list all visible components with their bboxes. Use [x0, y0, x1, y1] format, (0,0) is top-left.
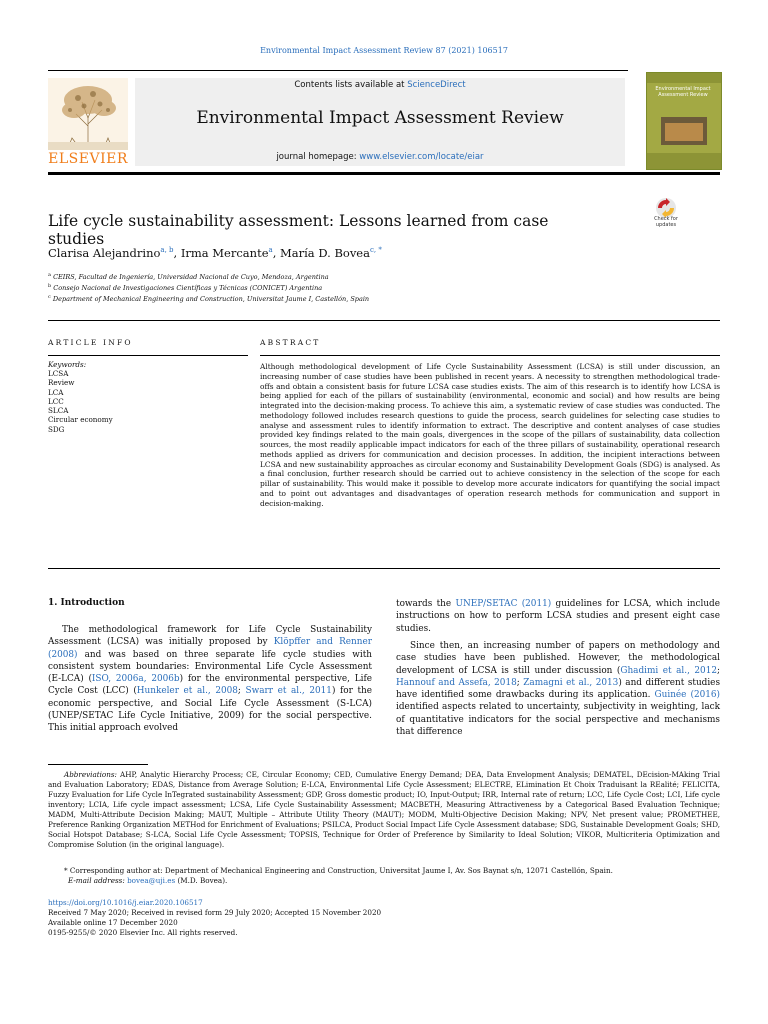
text-run: towards the [396, 599, 456, 609]
affiliation-text: Department of Mechanical Engineering and Construction, Universitat Jaume I, Castellón, Spain [52, 295, 370, 304]
text-run: ) for the economic perspective, and Social Life Cycle Assessment (S-LCA) (UNEP/SETAC Life Cycle Initiative, 2009) for the social perspective. This initial approach evolved [48, 686, 373, 734]
author-affiliation-mark[interactable]: c, * [369, 246, 382, 255]
author-affiliation-mark[interactable]: a [268, 246, 273, 255]
text-run: The methodological framework for Life Cycle Sustainability Assessment (LCSA) was initially proposed by [48, 625, 372, 648]
affiliation-text: Consejo Nacional de Investigaciones Científicas y Técnicas (CONICET) Argentina [53, 284, 323, 293]
citation-link[interactable]: Hannouf and Assefa, 2018 [396, 677, 517, 688]
text-run: and was based on three separate life cycle studies with consistent system boundaries: Environmental Life Cycle Assessment (E-LCA) ( [48, 649, 372, 685]
section-rule [48, 568, 720, 569]
corresponding-mark: * [64, 866, 68, 875]
corresponding-text: Corresponding author at: Department of Mechanical Engineering and Construction, Universitat Jaume I, Av. Sos Baynat s/n, 12071 Castellón, Spain. [69, 866, 613, 875]
affiliation-mark: b [48, 283, 52, 289]
homepage-link[interactable]: www.elsevier.com/locate/eiar [359, 152, 484, 162]
received-dates: Received 7 May 2020; Received in revised form 29 July 2020; Accepted 15 November 2020 [48, 907, 382, 917]
keyword: LCSA [48, 369, 69, 379]
sciencedirect-link[interactable]: ScienceDirect [407, 80, 466, 90]
author-list [48, 246, 648, 260]
article-info-rule [48, 355, 248, 356]
contents-prefix: Contents lists available at [294, 80, 408, 90]
email-label: E-mail address: [68, 875, 125, 885]
citation-link[interactable]: Guinée (2016) [654, 690, 721, 701]
article-title: Life cycle sustainability assessment: Lessons learned from case studies [48, 212, 549, 248]
text-run: identified aspects related to uncertainty, subjectivity in weighting, lack of quantitative indicators for the social perspective and mechanisms that difference [396, 702, 720, 737]
author-name[interactable]: Clarisa Alejandrino [48, 246, 161, 260]
text-run: ; [717, 665, 720, 676]
text-run: Since then, an increasing number of papers on methodology and case studies have been published. However, the methodological development of LCSA is still under discussion ( [396, 641, 720, 676]
text-run: ) for the environmental perspective, Life Cycle Cost (LCC) ( [48, 674, 372, 697]
copyright: 0195-9255/© 2020 Elsevier Inc. All rights reserved. [48, 927, 238, 937]
affiliation [48, 294, 648, 304]
email-suffix: (M.D. Bovea). [175, 875, 228, 885]
section-rule [48, 320, 720, 321]
homepage-prefix: journal homepage: [276, 152, 360, 162]
corresponding-footnote [48, 866, 720, 886]
author-separator: , [272, 246, 280, 260]
keywords-block [48, 360, 248, 434]
abbreviations-text: AHP, Analytic Hierarchy Process; CE, Circular Economy; CED, Cumulative Energy Demand; DEA, Data Envelopment Analysis; DEMATEL, DEcision-MAking Trial and Evaluation Laboratory; EDAS, Distance from Average Solution; E-LCA, Environmental Life Cycle Assessment; ELECTRE, ELimination Et Choix Traduisant la REalité; FELICITA, Fuzzy Evaluation for Life Cycle InTegrated sustainability Assessment; GDP, Gross domestic product; IO, Input-Output; IRR, Internal rate of return; LCC, Life Cycle Cost; LCI, Life cycle inventory; LCIA, Life cycle impact assessment; LCSA, Life Cycle Sustainability Assessment; MACBETH, Measuring Attractiveness by a Categorical Based Evaluation Technique; MADM, Multi-Attribute Decision Making; MAUT, Multiple – Attribute Utility Theory (MAUT); MODM, Multi-Objective Decision Making; NPV, Net present value; PROMETHEE, Preference Ranking Organization METHod for Enrichment of Evaluations; PSILCA, Product Social Impact Life Cycle Assessment database; SDG, Sustainable Development Goals; SHD, Social Hotspot Database; S-LCA, Social Life Cycle Assessment; TOPSIS, Technique for Order of Preference by Similarity to Ideal Solution; VIKOR, Multicriteria Optimization and Compromise Solution (in the original language). [48, 770, 720, 849]
author-name[interactable]: María D. Bovea [280, 246, 370, 260]
citation-link[interactable]: Ghadimi et al., 2012 [620, 665, 717, 676]
text-run: ; [237, 686, 246, 697]
journal-title: Environmental Impact Assessment Review [196, 108, 564, 128]
affiliation-mark: a [48, 272, 51, 278]
author-name[interactable]: Irma Mercante [180, 246, 269, 260]
affiliation-text: CEIRS, Facultad de Ingeniería, Universidad Nacional de Cuyo, Mendoza, Argentina [53, 273, 329, 282]
email-link[interactable]: bovea@uji.es [127, 875, 176, 885]
footnote-rule [48, 764, 148, 765]
keywords-label: Keywords: [48, 360, 87, 369]
intro-paragraph [396, 598, 720, 635]
abstract-text: Although methodological development of Life Cycle Sustainability Assessment (LCSA) is still under discussion, an increasing number of case studies have been published in recent years. A necessity to strengthen methodological trade-offs and obtain a consistent basis for future LCSA case studies exists. The aim of this research is to identify how LCSA is being applied for each of the pillars of sustainability (environmental, economic and social) and how results are being integrated into the decision-making process. To achieve this aim, a systematic review of case studies was conducted. The methodology followed includes research questions to guide the process, search guidelines for selecting case studies to analyse and assessment rules to identify information to extract. The descriptive and content analyses of case studies provided key findings related to the main goals, divergences in the scope of the pillars of sustainability, data collection sources, the most readily applicable impact indicators for each of the three pillars of sustainability, operational research methods applied as drivers for communication and decision processes. In addition, the incipient interactions between LCSA and new sustainability approaches as circular economy and Sustainability Development Goals (SDG) is analysed. As a final conclusion, further research should be carried out to achieve consistency in the selection of the scope for each pillar of sustainability. This would make it possible to develop more accurate indicators for quantifying the social impact and to point out advantages and disadvantages of operation research methods for communication and support in decision-making. [260, 362, 720, 508]
abbreviations-label: Abbreviations: [64, 770, 117, 779]
doi-link[interactable]: https://doi.org/10.1016/j.eiar.2020.106517 [48, 898, 203, 907]
citation-link[interactable]: ISO, 2006a, 2006b [91, 674, 180, 685]
text-run: ; [516, 677, 524, 688]
contents-line [135, 80, 625, 90]
keyword: SDG [48, 424, 65, 434]
keyword: SLCA [48, 406, 69, 416]
author-affiliation-mark[interactable]: a, b [160, 246, 174, 255]
abbreviations-footnote [48, 770, 720, 850]
masthead-rule [48, 172, 720, 175]
affiliation [48, 283, 648, 293]
article-info-heading: ARTICLE INFO [48, 338, 133, 347]
abstract-heading: ABSTRACT [260, 338, 321, 347]
check-updates-label [646, 216, 686, 228]
publication-info [48, 898, 720, 938]
text-run: guidelines for LCSA, which include instructions on how to perform LCSA studies and present eight case studies. [396, 599, 720, 634]
affiliation-mark: c [48, 294, 51, 300]
section-heading: 1. Introduction [48, 598, 125, 608]
text-run: ) and different studies have identified some drawbacks during its application. [396, 677, 720, 701]
cover-title: Environmental Impact Assessment Review [655, 86, 711, 98]
available-online: Available online 17 December 2020 [48, 917, 178, 927]
intro-paragraph [48, 624, 372, 735]
citation-link[interactable]: Klöpffer and Renner (2008) [48, 637, 372, 660]
intro-paragraph [396, 640, 720, 738]
citation-link[interactable]: Hunkeler et al., 2008 [136, 686, 238, 697]
keyword: LCC [48, 396, 64, 406]
citation-link[interactable]: Swarr et al., 2011 [245, 686, 332, 697]
citation-link[interactable]: UNEP/SETAC (2011) [455, 599, 552, 609]
affiliation [48, 272, 648, 282]
keyword: LCA [48, 387, 64, 397]
check-updates-line2: updates [655, 222, 677, 228]
publisher-logo-text: ELSEVIER [48, 151, 128, 167]
check-updates-line1: Check for [654, 216, 678, 222]
keyword: Circular economy [48, 415, 113, 425]
abstract-rule [260, 355, 720, 356]
keyword: Review [48, 378, 75, 388]
citation-link[interactable]: Zamagni et al., 2013 [523, 677, 619, 688]
homepage-line [135, 152, 625, 162]
running-head[interactable]: Environmental Impact Assessment Review 87 (2021) 106517 [260, 46, 508, 55]
author-separator: , [173, 246, 181, 260]
